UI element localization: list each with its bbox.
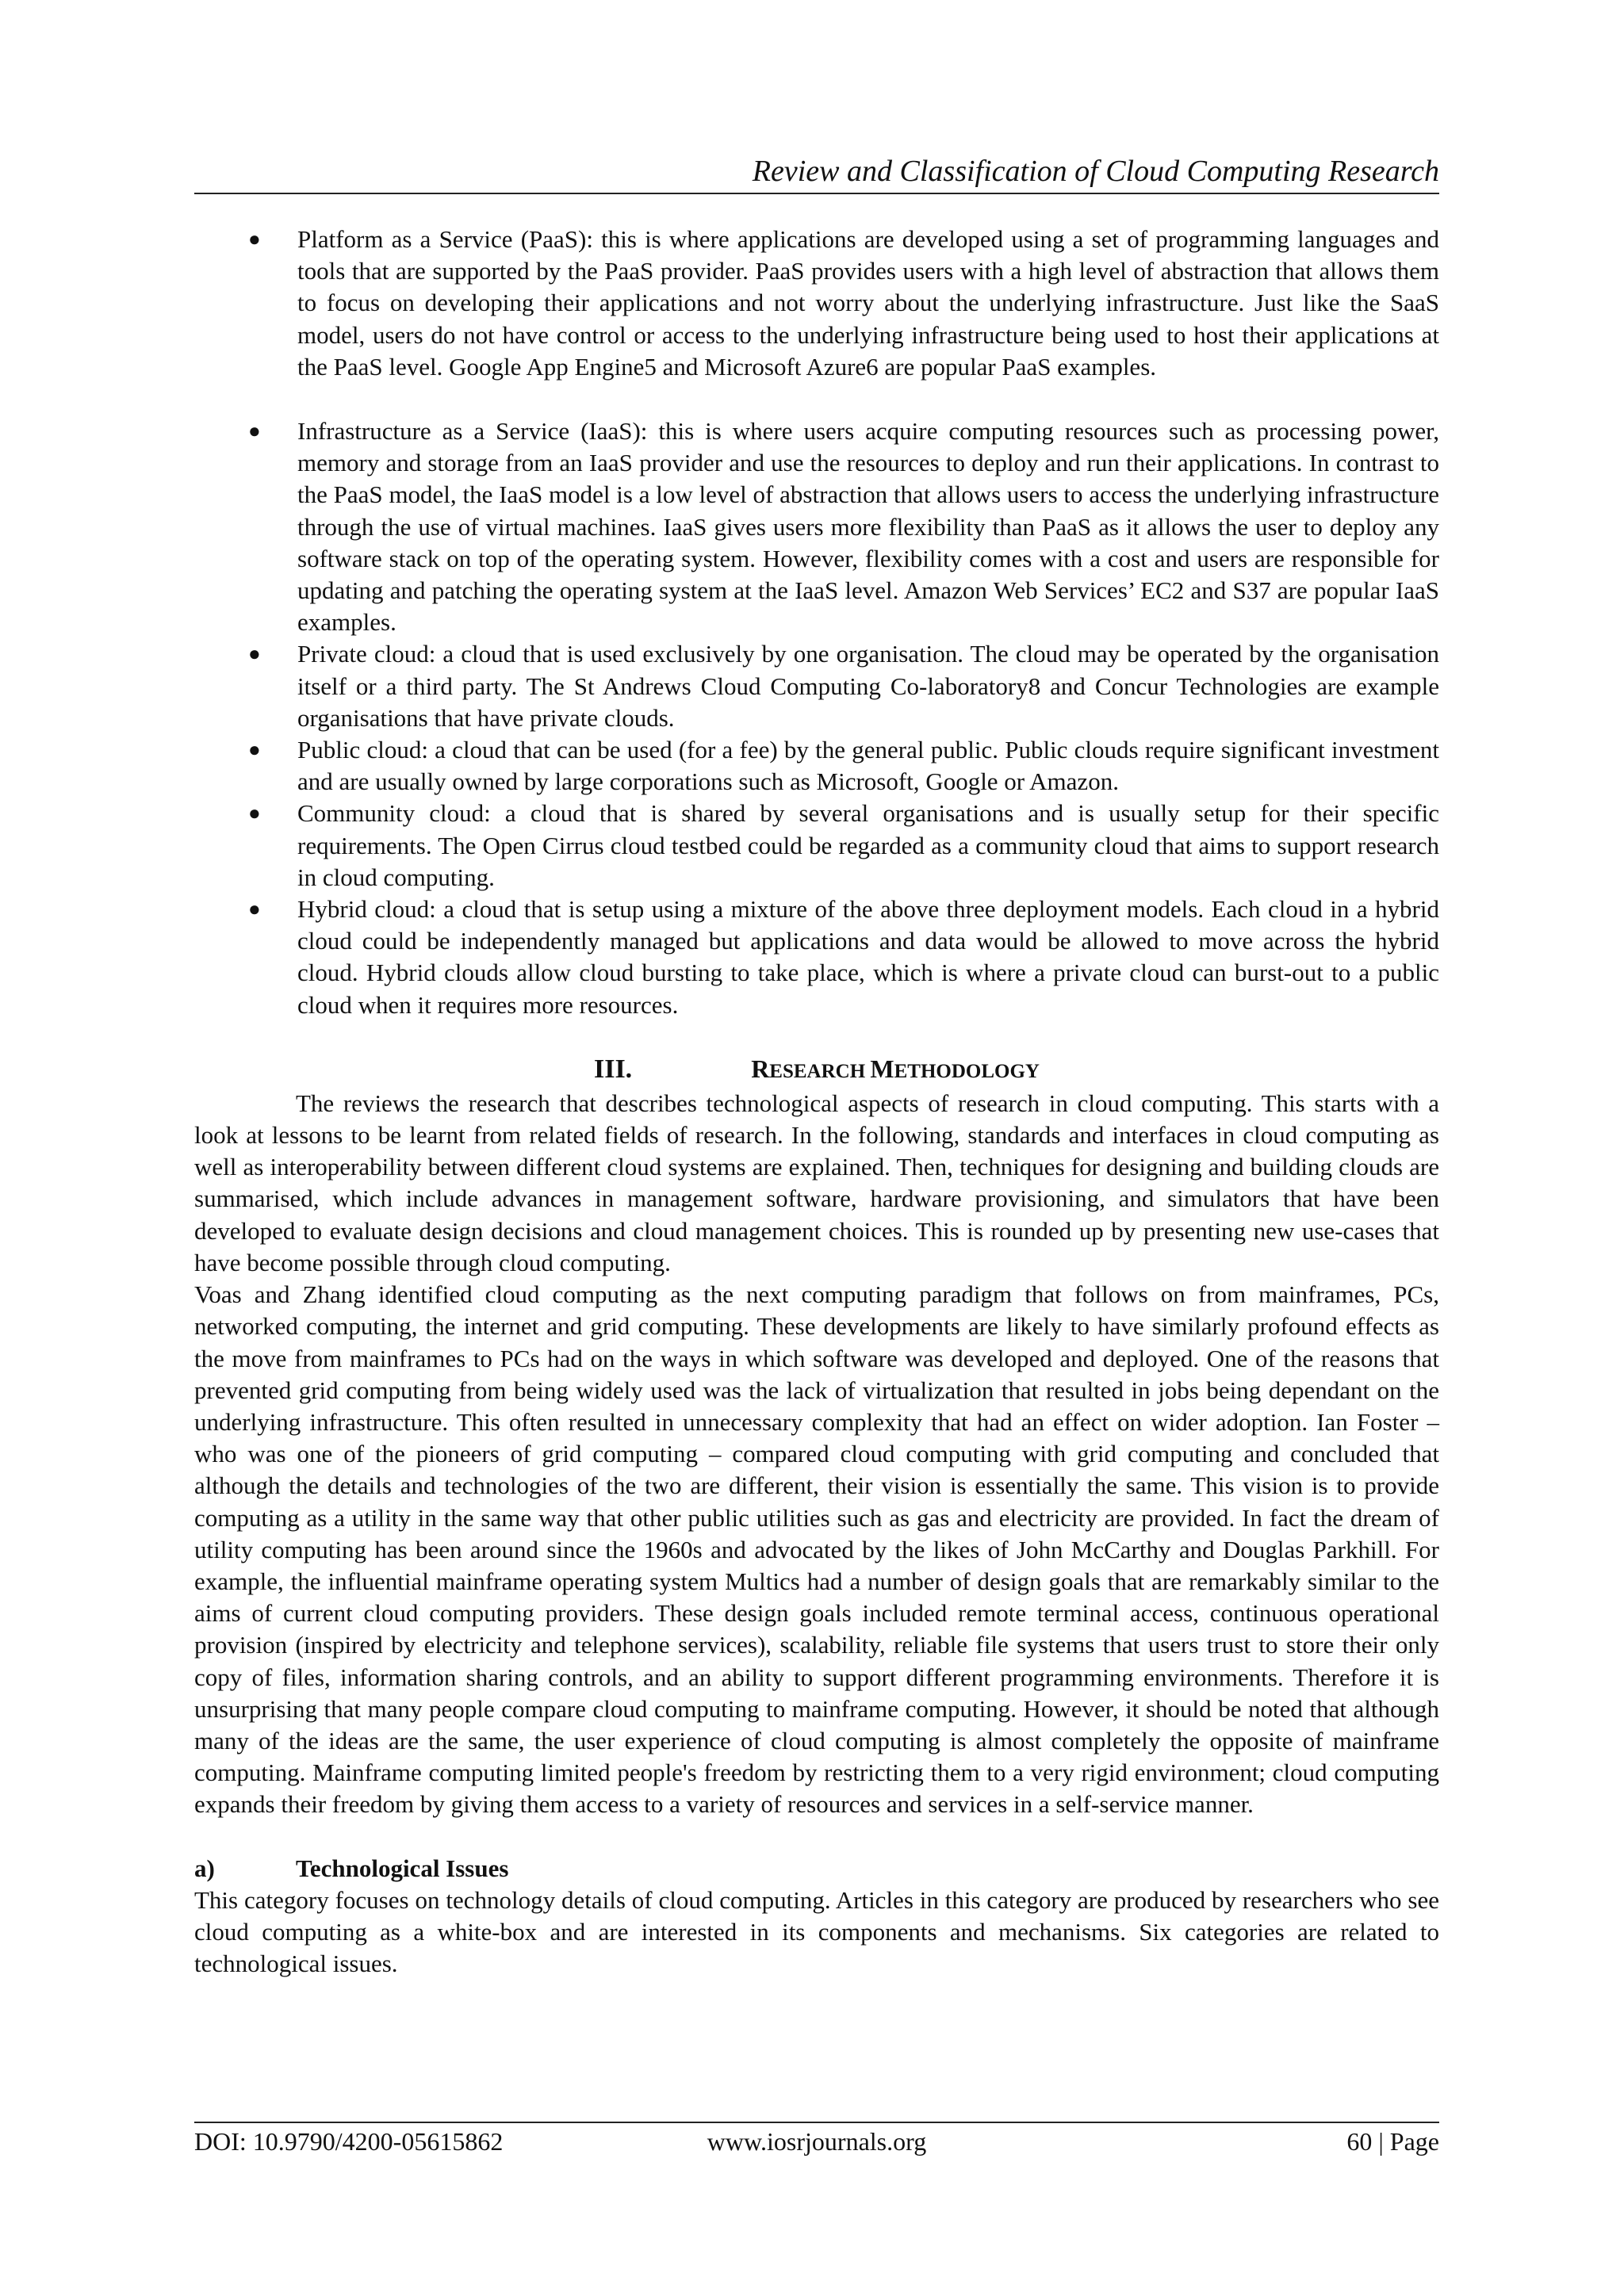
list-item — [194, 734, 1439, 798]
list-item-text: Community cloud: a cloud that is shared by several organisations and is usually setup for their specific requirements. The Open Cirrus cloud testbed could be regarded as a community cloud that aims to support research in cloud computing. — [297, 799, 1439, 891]
subsection-title: Technological Issues — [296, 1854, 509, 1882]
section-title-part: ETHODOLOGY — [894, 1060, 1040, 1082]
page-number: 60 | Page — [1346, 2127, 1439, 2156]
bullet-icon: ● — [248, 228, 261, 251]
list-item-text: Public cloud: a cloud that can be used (for a fee) by the general public. Public clouds require significant investment and are usually owned by large corporations such as Microsoft, Google or Amazon. — [297, 736, 1439, 796]
bullet-icon: ● — [248, 419, 261, 443]
list-item-text: Hybrid cloud: a cloud that is setup using a mixture of the above three deployment models. Each cloud in a hybrid cloud could be independently managed but applications and data would be allowed to move across the hybrid cloud. Hybrid clouds allow cloud bursting to take place, which is where a private cloud can burst-out to a public cloud when it requires more resources. — [297, 895, 1439, 1019]
list-item-text: Platform as a Service (PaaS): this is where applications are developed using a set of programming languages and tools that are supported by the PaaS provider. PaaS provides users with a high level of abstraction that allows them to focus on developing their applications and not worry about the underlying infrastructure. Just like the SaaS model, users do not have control or access to the underlying infrastructure being used to host their applications at the PaaS level. Google App Engine5 and Microsoft Azure6 are popular PaaS examples. — [297, 225, 1439, 381]
running-header: Review and Classification of Cloud Computing Research — [752, 155, 1439, 188]
bullet-icon: ● — [248, 642, 261, 666]
list-item — [194, 894, 1439, 1021]
header-rule — [194, 193, 1439, 194]
list-item-text: Private cloud: a cloud that is used exclusively by one organisation. The cloud may be operated by the organisation itself or a third party. The St Andrews Cloud Computing Co-laboratory8 and Concur Technologies are example organisations that have private clouds. — [297, 640, 1439, 732]
service-model-list — [194, 224, 1439, 1021]
subsection-label: a) — [194, 1854, 215, 1882]
footer-rule — [194, 2122, 1439, 2123]
journal-website: www.iosrjournals.org — [707, 2127, 927, 2156]
section-title-initial: M — [870, 1054, 894, 1083]
list-item — [194, 224, 1439, 383]
body-paragraph: Voas and Zhang identified cloud computing as the next computing paradigm that follows on from mainframes, PCs, networked computing, the internet and grid computing. These developments are likely to have similarly profound effects as the move from mainframes to PCs had on the ways in which software was developed and deployed. One of the reasons that prevented grid computing from being widely used was the lack of virtualization that resulted in jobs being dependant on the underlying infrastructure. This often resulted in unnecessary complexity that had an effect on wider adoption. Ian Foster – who was one of the pioneers of grid computing – compared cloud computing with grid computing and concluded that although the details and technologies of the two are different, their vision is essentially the same. This vision is to provide computing as a utility in the same way that other public utilities such as gas and electricity are provided. In fact the dream of utility computing has been around since the 1960s and advocated by the likes of John McCarthy and Douglas Parkhill. For example, the influential mainframe operating system Multics had a number of design goals that are remarkably similar to the aims of current cloud computing providers. These design goals included remote terminal access, continuous operational provision (inspired by electricity and telephone services), scalability, reliable file systems that users trust to store their only copy of files, information sharing controls, and an ability to support different programming environments. Therefore it is unsurprising that many people compare cloud computing to mainframe computing. However, it should be noted that although many of the ideas are the same, the user experience of cloud computing is almost completely the opposite of mainframe computing. Mainframe computing limited people's freedom by restricting them to a very rigid environment; cloud computing expands their freedom by giving them access to a variety of resources and services in a self-service manner. — [194, 1280, 1439, 1819]
main-content — [194, 224, 1439, 1980]
bullet-icon: ● — [248, 897, 261, 921]
bullet-icon: ● — [248, 802, 261, 825]
section-title-initial: R — [751, 1054, 770, 1083]
bullet-icon: ● — [248, 738, 261, 762]
section-number: III. — [593, 1054, 633, 1084]
list-item — [194, 415, 1439, 638]
body-paragraph: The reviews the research that describes technological aspects of research in cloud computing. This starts with a look at lessons to be learnt from related fields of research. In the following, standards and interfaces in cloud computing as well as interoperability between different cloud systems are explained. Then, techniques for designing and building clouds are summarised, which include advances in management software, hardware provisioning, and simulators that have been developed to evaluate design decisions and cloud management choices. This is rounded up by presenting new use-cases that have become possible through cloud computing. — [194, 1089, 1439, 1276]
page-footer — [194, 2126, 1439, 2157]
body-paragraph: This category focuses on technology details of cloud computing. Articles in this category are produced by researchers who see cloud computing as a white-box and are interested in its components and mechanisms. Six categories are related to technological issues. — [194, 1885, 1439, 1978]
section-title-part: ESEARCH — [769, 1060, 871, 1082]
section-heading — [194, 1053, 1439, 1088]
doi-text: DOI: 10.9790/4200-05615862 — [194, 2127, 504, 2156]
list-item-text: Infrastructure as a Service (IaaS): this is where users acquire computing resources such as processing power, memory and storage from an IaaS provider and use the resources to deploy and run their applications. In contrast to the PaaS model, the IaaS model is a low level of abstraction that allows users to access the underlying infrastructure through the use of virtual machines. IaaS gives users more flexibility than PaaS as it allows the user to deploy any software stack on top of the operating system. However, flexibility comes with a cost and users are responsible for updating and patching the operating system at the IaaS level. Amazon Web Services’ EC2 and S37 are popular IaaS examples. — [297, 417, 1439, 637]
subsection-heading — [194, 1853, 1439, 1885]
list-item — [194, 798, 1439, 894]
list-item — [194, 638, 1439, 734]
